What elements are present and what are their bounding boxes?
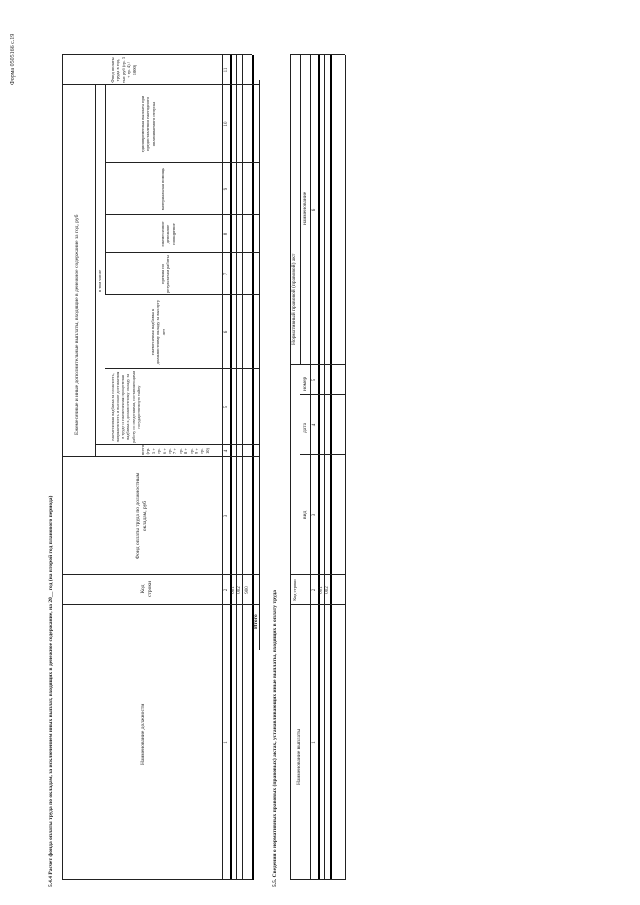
section-55-title: 5.5. Сведения о нормативных правовых (правовых) актах, устанавливающих иные выплаты, входящих в оплату труда — [272, 589, 278, 887]
fund-total-header: Фонд оплаты труда в год, тыс руб (гр. 3 + гр. 4) / 1000) — [110, 56, 137, 83]
legal-act-header: Нормативный правовой (правовой) акт — [291, 253, 297, 345]
legal-col-num-4: 4 — [312, 423, 317, 427]
act-type-header: вид — [302, 510, 308, 519]
col-num-4: 4 — [224, 449, 229, 453]
legal-col-num-6: 6 — [312, 208, 317, 212]
act-name-header: наименование — [302, 191, 308, 225]
col-num-9: 9 — [224, 187, 229, 191]
form-id: Форма 0505166 с.19 — [10, 33, 16, 85]
col-num-1: 1 — [224, 741, 229, 744]
total-label: Итого — [253, 614, 259, 629]
row-code-header: Код строки — [140, 580, 153, 598]
col-num-8: 8 — [224, 232, 229, 236]
subcol-header-10: единовременная выплата при предоставлении ежегодного оплачиваемого отпуска — [140, 95, 156, 153]
col-num-2: 2 — [224, 588, 229, 592]
total-header: всего (гр. 5 + гр. 6 + гр. 7 + гр. 8 + гр. 9 + гр. 10) — [140, 444, 210, 455]
legal-row-code-002: 002 — [325, 586, 330, 594]
legal-col-num-5: 5 — [312, 378, 317, 382]
payment-name-header: Наименование выплаты — [296, 728, 302, 785]
row-code-900: 900 — [245, 586, 250, 594]
col-num-5: 5 — [224, 405, 229, 409]
subcol-header-8: ежемесячное денежное поощрение — [160, 221, 176, 247]
col-num-10: 10 — [224, 121, 229, 127]
additional-payments-header: Ежемесячные и иные дополнительные выплаты, входящие в денежное содержание за год, руб — [74, 214, 80, 435]
subcol-header-9: материальная помощь — [160, 167, 165, 211]
legal-col-num-2: 2 — [312, 588, 317, 592]
legal-col-num-3: 3 — [312, 513, 317, 517]
act-number-header: номер — [302, 376, 308, 391]
row-code-002: 002 — [237, 586, 242, 594]
act-date-header: дата — [302, 422, 308, 433]
subcol-header-5: ежемесячная надбавка за сложность, напряженность и высокие достижения в труде и ежемесячная процентная надбавка к должностному окладу за работу со сведениями, составляющими государственную тайну — [110, 371, 141, 443]
row-code-001: 001 — [231, 586, 236, 594]
legal-row-code-header: Код строки — [292, 579, 297, 601]
including-header: в том числе — [97, 269, 102, 292]
fund-salary-header: Фонд оплаты труда по должностным окладам, руб — [135, 472, 148, 560]
legal-row-code-001: 001 — [319, 586, 324, 594]
col-num-7: 7 — [224, 272, 229, 276]
legal-col-num-1: 1 — [312, 741, 317, 744]
section-544-title: 5.4.4 Расчет фонда оплаты труда по окладам, за исключением иных выплат, входящих в денежное содержание, на 20__ год (на второй год планового периода) — [48, 495, 54, 887]
subcol-header-6: ежемесячная надбавка к должностному окладу за выслугу лет — [150, 299, 166, 365]
col-num-6: 6 — [224, 330, 229, 334]
col-num-11: 11 — [224, 67, 229, 73]
position-header: Наименование должности — [140, 703, 146, 765]
subcol-header-7: премия по результатам работы — [160, 255, 171, 293]
col-num-3: 3 — [224, 514, 229, 518]
